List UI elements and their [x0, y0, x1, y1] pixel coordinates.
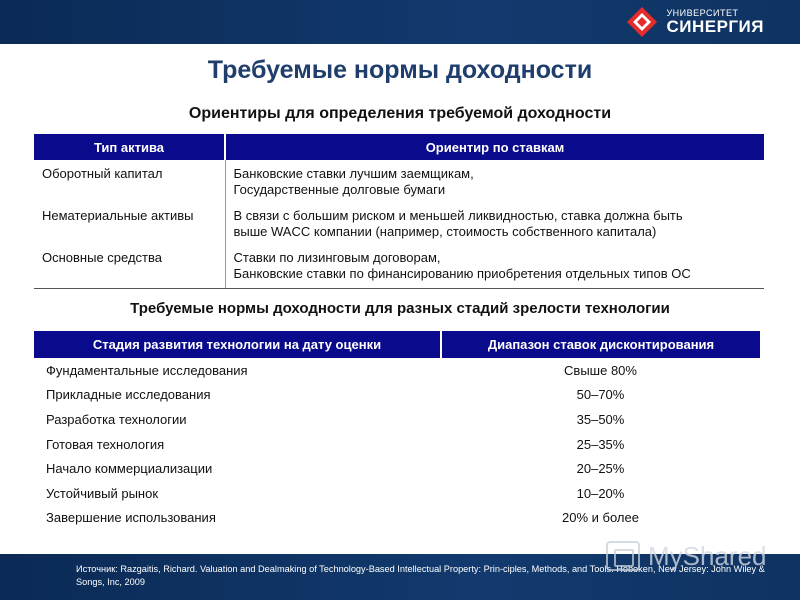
asset-type-cell: Оборотный капитал: [34, 160, 225, 202]
watermark-text: MyShared: [648, 540, 767, 571]
guideline-line: Государственные долговые бумаги: [233, 182, 446, 197]
synergy-logo-icon: [626, 6, 658, 38]
guideline-line: В связи с большим риском и меньшей ликвидностью, ставка должна быть: [233, 208, 683, 223]
logo-text-bottom: СИНЕРГИЯ: [666, 17, 764, 36]
presentation-icon: [606, 541, 640, 571]
table-row: [34, 432, 760, 457]
range-cell: 10–20%: [576, 485, 625, 501]
table-row: [34, 456, 760, 481]
stage-cell: Готовая технология: [46, 436, 165, 452]
guideline-line: выше WACC компании (например, стоимость собственного капитала): [233, 224, 657, 239]
range-cell: 35–50%: [576, 411, 625, 427]
technology-stage-table: [34, 331, 760, 530]
stage-cell: Фундаментальные исследования: [46, 362, 248, 378]
section1-subtitle: Ориентиры для определения требуемой доходности: [188, 105, 612, 122]
guideline-cell: [225, 160, 764, 202]
guideline-cell: [225, 202, 764, 244]
table-row: [34, 407, 760, 432]
range-cell: 25–35%: [576, 436, 625, 452]
slide-title: Требуемые нормы доходности: [207, 56, 593, 84]
stage-cell: Устойчивый рынок: [46, 485, 159, 501]
guideline-line: Банковские ставки по финансированию приобретения отдельных типов ОС: [233, 266, 691, 281]
stage-cell: Разработка технологии: [46, 411, 187, 427]
table-row: [34, 481, 760, 506]
table-row: [34, 160, 764, 202]
range-cell: 20% и более: [562, 510, 639, 526]
asset-type-cell: Основные средства: [34, 244, 225, 289]
range-cell: 20–25%: [576, 461, 625, 477]
stage-cell: Завершение использования: [46, 510, 216, 526]
table-row: [34, 202, 764, 244]
column-header-stage: Стадия развития технологии на дату оценки: [34, 331, 441, 358]
table-row: [34, 383, 760, 408]
column-header-rate-guideline: Ориентир по ставкам: [225, 134, 764, 160]
asset-guidelines-table: [34, 134, 764, 289]
top-banner: [0, 0, 800, 44]
stage-cell: Прикладные исследования: [46, 387, 211, 403]
section2-subtitle: Требуемые нормы доходности для разных стадий зрелости технологии: [130, 300, 670, 317]
logo-text-top: УНИВЕРСИТЕТ: [666, 8, 739, 18]
range-cell: 50–70%: [576, 387, 625, 403]
stage-cell: Начало коммерциализации: [46, 461, 213, 477]
column-header-asset-type: Тип актива: [34, 134, 225, 160]
watermark: [606, 538, 796, 574]
university-logo[interactable]: [626, 4, 764, 40]
guideline-line: Банковские ставки лучшим заемщикам,: [233, 166, 474, 181]
source-citation: Источник: Razgaitis, Richard. Valuation and Dealmaking of Technology-Based Intellectual Property: Prin-ciples, Methods, and Tools. Hoboken, New Jersey: John Wiley & Songs, Inc, 2009: [76, 564, 765, 587]
range-cell: Свыше 80%: [564, 362, 637, 378]
guideline-line: Ставки по лизинговым договорам,: [233, 250, 441, 265]
guideline-cell: [225, 244, 764, 289]
table-row: [34, 244, 764, 289]
asset-type-cell: Нематериальные активы: [34, 202, 225, 244]
table-row: [34, 358, 760, 383]
table-row: [34, 506, 760, 531]
column-header-discount-range: Диапазон ставок дисконтирования: [441, 331, 760, 358]
